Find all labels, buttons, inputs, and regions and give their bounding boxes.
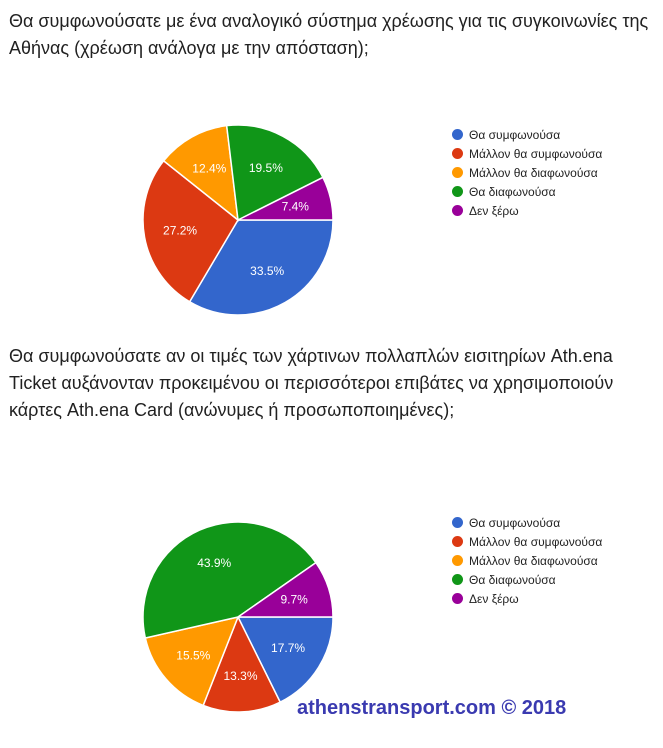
- legend-swatch-agree: [452, 517, 463, 528]
- legend-swatch-disagree: [452, 574, 463, 585]
- legend-item-disagree: [452, 182, 602, 201]
- legend-item-rather-disagree: [452, 163, 602, 182]
- slice-label-disagree: 19.5%: [248, 161, 283, 176]
- legend-item-disagree: [452, 570, 602, 589]
- legend-label-rather-disagree: Μάλλον θα διαφωνούσα: [469, 165, 598, 180]
- slice-label-dont-know: 7.4%: [281, 199, 309, 214]
- slice-label-agree: 33.5%: [250, 264, 285, 279]
- legend-swatch-disagree: [452, 186, 463, 197]
- legend-label-rather-agree: Μάλλον θα συμφωνούσα: [469, 146, 603, 161]
- slice-label-rather-disagree: 15.5%: [176, 648, 211, 663]
- pie-chart-2: [143, 522, 333, 712]
- legend-item-agree: [452, 125, 602, 144]
- slice-label-dont-know: 9.7%: [280, 592, 308, 607]
- legend-label-agree: Θα συμφωνούσα: [469, 515, 561, 530]
- footer-copyright: athenstransport.com © 2018: [297, 697, 567, 719]
- legend-label-disagree: Θα διαφωνούσα: [469, 572, 556, 587]
- legend-swatch-rather-disagree: [452, 555, 463, 566]
- legend-label-agree: Θα συμφωνούσα: [469, 127, 561, 142]
- question-2-title: Θα συμφωνούσατε αν οι τιμές των χάρτινων πολλαπλών εισιτηρίων Ath.ena Ticket αυξάνονταν προκειμένου οι περισσότεροι επιβάτες να χρησιμοποιούν κάρτες Ath.ena Card (ανώνυμες ή προσωποποιημένες);: [9, 346, 614, 420]
- legend-swatch-dont-know: [452, 205, 463, 216]
- legend-swatch-rather-agree: [452, 148, 463, 159]
- legend-item-agree: [452, 513, 602, 532]
- legend-label-rather-agree: Μάλλον θα συμφωνούσα: [469, 534, 603, 549]
- legend-item-dont-know: [452, 589, 602, 608]
- legend-swatch-rather-disagree: [452, 167, 463, 178]
- legend-label-rather-disagree: Μάλλον θα διαφωνούσα: [469, 553, 598, 568]
- legend-2: [452, 513, 602, 608]
- legend-item-rather-disagree: [452, 551, 602, 570]
- legend-1: [452, 125, 602, 220]
- slice-label-agree: 17.7%: [271, 641, 306, 656]
- legend-swatch-agree: [452, 129, 463, 140]
- legend-swatch-dont-know: [452, 593, 463, 604]
- legend-item-rather-agree: [452, 532, 602, 551]
- slice-label-disagree: 43.9%: [197, 556, 232, 571]
- legend-item-rather-agree: [452, 144, 602, 163]
- legend-label-dont-know: Δεν ξέρω: [469, 591, 519, 606]
- slice-label-rather-disagree: 12.4%: [192, 161, 227, 176]
- slice-label-rather-agree: 27.2%: [163, 223, 198, 238]
- legend-swatch-rather-agree: [452, 536, 463, 547]
- legend-item-dont-know: [452, 201, 602, 220]
- pie-chart-1: [143, 125, 333, 315]
- legend-label-dont-know: Δεν ξέρω: [469, 203, 519, 218]
- slice-label-rather-agree: 13.3%: [223, 668, 258, 683]
- legend-label-disagree: Θα διαφωνούσα: [469, 184, 556, 199]
- question-1-title: Θα συμφωνούσατε με ένα αναλογικό σύστημα χρέωσης για τις συγκοινωνίες της Αθήνας (χρέωση ανάλογα με την απόσταση);: [9, 11, 649, 58]
